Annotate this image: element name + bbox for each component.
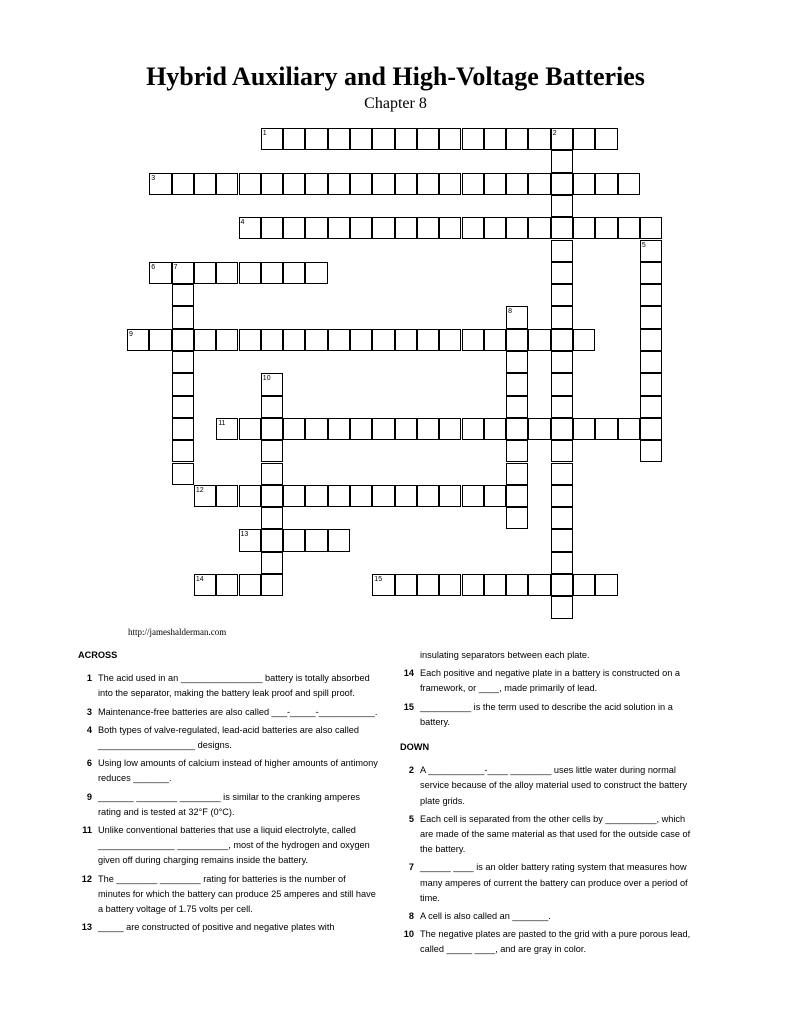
clue-text: The negative plates are pasted to the grid with a pure porous lead, called _____ ____, and are gray in color.: [420, 929, 691, 955]
clue-text: Using low amounts of calcium instead of higher amounts of antimony reduces _______.: [98, 758, 378, 784]
grid-cell[interactable]: [239, 418, 261, 440]
grid-cell[interactable]: [417, 485, 439, 507]
grid-cell[interactable]: [194, 329, 216, 351]
grid-cell[interactable]: [172, 418, 194, 440]
clue-item: [400, 927, 700, 957]
grid-cell[interactable]: [395, 574, 417, 596]
grid-cell[interactable]: [551, 373, 573, 395]
grid-cell[interactable]: [283, 485, 305, 507]
clue-number: 14: [403, 668, 414, 679]
clue-item: [400, 700, 700, 730]
grid-cell[interactable]: [439, 173, 461, 195]
grid-cell[interactable]: [484, 418, 506, 440]
across-clue-list-continued: [400, 666, 700, 730]
grid-cell[interactable]: [551, 217, 573, 239]
clue-item: [78, 705, 378, 720]
grid-cell[interactable]: [261, 440, 283, 462]
clue-item: [78, 872, 378, 918]
grid-cell[interactable]: [372, 128, 394, 150]
grid-cell[interactable]: [328, 485, 350, 507]
grid-cell[interactable]: [261, 173, 283, 195]
grid-cell[interactable]: [551, 150, 573, 172]
grid-cell[interactable]: [395, 485, 417, 507]
clue-text: Maintenance-free batteries are also called ___-_____-___________.: [98, 706, 378, 717]
grid-cell-number: 1: [262, 130, 267, 137]
grid-cell[interactable]: [261, 262, 283, 284]
grid-cell[interactable]: [439, 217, 461, 239]
grid-cell[interactable]: [462, 128, 484, 150]
clue-text: A ___________-____ ________ uses little water during normal service because of the alloy material used to construct the battery plate grids.: [420, 765, 688, 806]
clue-number: 2: [408, 765, 414, 776]
grid-cell[interactable]: [573, 173, 595, 195]
grid-cell[interactable]: [528, 329, 550, 351]
grid-cell[interactable]: [305, 217, 327, 239]
grid-cell[interactable]: [283, 217, 305, 239]
across-clue-continued: insulating separators between each plate.: [420, 650, 590, 660]
down-clue-list: [400, 763, 700, 957]
page-title: Hybrid Auxiliary and High-Voltage Batteries: [146, 62, 645, 91]
grid-cell[interactable]: [283, 128, 305, 150]
grid-cell[interactable]: [172, 463, 194, 485]
grid-cell[interactable]: [417, 173, 439, 195]
grid-cell[interactable]: [640, 373, 662, 395]
grid-cell[interactable]: [573, 574, 595, 596]
grid-cell[interactable]: [551, 195, 573, 217]
grid-cell[interactable]: [462, 173, 484, 195]
grid-cell[interactable]: [261, 396, 283, 418]
clue-number: 11: [82, 825, 92, 836]
grid-cell[interactable]: [417, 128, 439, 150]
grid-cell[interactable]: [261, 529, 283, 551]
clue-text: __________ is the term used to describe the acid solution in a battery.: [420, 701, 673, 727]
grid-cell[interactable]: [350, 217, 372, 239]
grid-cell[interactable]: [640, 306, 662, 328]
clue-number: 6: [86, 758, 92, 769]
grid-cell[interactable]: [618, 418, 640, 440]
grid-cell[interactable]: [328, 529, 350, 551]
grid-cell[interactable]: [551, 552, 573, 574]
clue-item: [78, 790, 378, 820]
grid-cell[interactable]: [506, 351, 528, 373]
grid-cell[interactable]: [172, 396, 194, 418]
grid-cell-number: 7: [173, 263, 178, 271]
grid-cell[interactable]: [372, 485, 394, 507]
grid-cell-number: 8: [508, 308, 512, 316]
grid-cell[interactable]: [439, 485, 461, 507]
grid-cell-number: 9: [129, 330, 133, 338]
grid-cell[interactable]: [551, 306, 573, 328]
grid-cell-number: 13: [240, 531, 249, 539]
grid-cell[interactable]: [305, 329, 327, 351]
grid-cell[interactable]: [462, 485, 484, 507]
grid-cell[interactable]: [328, 418, 350, 440]
clue-text: The acid used in an ________________ battery is totally absorbed into the separator, making the battery leak proof and spill proof.: [98, 673, 370, 699]
grid-cell[interactable]: [328, 128, 350, 150]
grid-cell[interactable]: [573, 329, 595, 351]
grid-cell[interactable]: [216, 173, 238, 195]
grid-cell[interactable]: [283, 529, 305, 551]
grid-cell[interactable]: [149, 329, 171, 351]
grid-cell[interactable]: [551, 440, 573, 462]
grid-cell[interactable]: [595, 217, 617, 239]
clue-number: 12: [81, 873, 92, 884]
across-clue-list: [78, 671, 378, 935]
grid-cell[interactable]: [305, 173, 327, 195]
grid-cell[interactable]: [528, 128, 550, 150]
grid-cell[interactable]: [484, 485, 506, 507]
across-heading: ACROSS: [78, 650, 118, 660]
clue-text: _____ are constructed of positive and negative plates with: [98, 922, 335, 933]
clue-number: 4: [86, 724, 92, 735]
clue-number: 10: [403, 929, 414, 940]
grid-cell-number: 5: [641, 241, 646, 249]
grid-cell[interactable]: [305, 418, 327, 440]
grid-cell[interactable]: [172, 329, 194, 351]
grid-cell-number: 6: [151, 263, 156, 271]
grid-cell-number: 4: [240, 219, 245, 227]
grid-cell[interactable]: [462, 574, 484, 596]
grid-cell[interactable]: [462, 217, 484, 239]
grid-cell[interactable]: [551, 173, 573, 195]
grid-cell[interactable]: [350, 485, 372, 507]
grid-cell[interactable]: [484, 128, 506, 150]
grid-cell[interactable]: [640, 351, 662, 373]
grid-cell[interactable]: [506, 396, 528, 418]
grid-cell[interactable]: [305, 128, 327, 150]
clue-item: [400, 860, 700, 906]
clue-item: [400, 763, 700, 809]
grid-cell[interactable]: [573, 217, 595, 239]
grid-cell[interactable]: [261, 552, 283, 574]
grid-cell[interactable]: [417, 329, 439, 351]
clue-column-left: [78, 648, 378, 938]
grid-cell[interactable]: [551, 240, 573, 262]
grid-cell-number: 15: [374, 576, 383, 583]
clue-column-right: [400, 648, 700, 961]
grid-cell[interactable]: [640, 217, 662, 239]
grid-cell[interactable]: [551, 262, 573, 284]
grid-cell[interactable]: [506, 574, 528, 596]
clue-text: ______ ____ is an older battery rating system that measures how many amperes of current the battery can produce over a period of time.: [420, 862, 688, 903]
grid-cell[interactable]: [283, 418, 305, 440]
grid-cell[interactable]: [462, 329, 484, 351]
grid-cell[interactable]: [551, 418, 573, 440]
grid-cell-number: 3: [151, 174, 156, 182]
grid-cell[interactable]: [172, 440, 194, 462]
clue-number: 8: [408, 911, 414, 922]
grid-cell[interactable]: [484, 574, 506, 596]
clue-item: [78, 723, 378, 753]
grid-cell[interactable]: [551, 329, 573, 351]
clue-number: 1: [86, 673, 92, 684]
grid-cell[interactable]: [328, 217, 350, 239]
grid-cell[interactable]: [506, 507, 528, 529]
grid-cell-number: 12: [195, 486, 204, 494]
grid-cell[interactable]: [551, 396, 573, 418]
grid-cell[interactable]: [305, 529, 327, 551]
clue-text: Each cell is separated from the other cells by __________, which are made of the same material as that used for the outside case of the battery.: [420, 813, 691, 855]
clue-item: [400, 909, 700, 924]
grid-cell[interactable]: [372, 217, 394, 239]
grid-cell[interactable]: [350, 173, 372, 195]
grid-cell[interactable]: [528, 574, 550, 596]
grid-cell[interactable]: [283, 329, 305, 351]
grid-cell[interactable]: [506, 463, 528, 485]
grid-cell[interactable]: [506, 173, 528, 195]
grid-cell[interactable]: [417, 574, 439, 596]
grid-cell-number: 2: [552, 130, 557, 137]
grid-cell[interactable]: [551, 351, 573, 373]
grid-cell[interactable]: [350, 329, 372, 351]
grid-cell[interactable]: [439, 418, 461, 440]
grid-cell[interactable]: [283, 173, 305, 195]
clue-number: 15: [403, 701, 414, 712]
grid-cell[interactable]: [261, 485, 283, 507]
grid-cell[interactable]: [551, 529, 573, 551]
clue-number: 13: [81, 922, 92, 933]
grid-cell[interactable]: [395, 173, 417, 195]
grid-cell[interactable]: [439, 128, 461, 150]
grid-cell[interactable]: [350, 128, 372, 150]
grid-cell[interactable]: [328, 329, 350, 351]
grid-cell[interactable]: [350, 418, 372, 440]
grid-cell[interactable]: [261, 463, 283, 485]
grid-cell[interactable]: [551, 507, 573, 529]
grid-cell[interactable]: [283, 262, 305, 284]
grid-cell[interactable]: [417, 418, 439, 440]
grid-cell[interactable]: [528, 217, 550, 239]
grid-cell[interactable]: [506, 485, 528, 507]
clue-item: [78, 823, 378, 869]
grid-cell[interactable]: [618, 217, 640, 239]
grid-cell[interactable]: [551, 284, 573, 306]
grid-cell[interactable]: [506, 128, 528, 150]
grid-cell[interactable]: [172, 351, 194, 373]
clue-item: [400, 666, 700, 696]
grid-cell-number: 11: [218, 419, 226, 427]
grid-cell[interactable]: [417, 217, 439, 239]
grid-cell[interactable]: [261, 574, 283, 596]
clue-number: 9: [86, 791, 92, 802]
grid-cell-number: 14: [195, 576, 204, 583]
grid-cell[interactable]: [372, 418, 394, 440]
grid-cell[interactable]: [305, 262, 327, 284]
clue-number: 5: [408, 813, 414, 824]
grid-cell[interactable]: [595, 128, 617, 150]
grid-cell[interactable]: [640, 262, 662, 284]
grid-cell[interactable]: [395, 128, 417, 150]
grid-cell[interactable]: [172, 284, 194, 306]
down-heading: DOWN: [400, 742, 430, 753]
grid-cell[interactable]: [551, 485, 573, 507]
grid-cell[interactable]: [172, 373, 194, 395]
grid-cell[interactable]: [261, 507, 283, 529]
grid-cell[interactable]: [305, 485, 327, 507]
clue-item: [78, 671, 378, 701]
grid-cell[interactable]: [484, 329, 506, 351]
grid-cell[interactable]: [484, 173, 506, 195]
grid-cell[interactable]: [261, 418, 283, 440]
grid-cell[interactable]: [506, 217, 528, 239]
grid-cell[interactable]: [172, 306, 194, 328]
grid-cell[interactable]: [618, 173, 640, 195]
grid-cell[interactable]: [328, 173, 350, 195]
grid-cell[interactable]: [239, 173, 261, 195]
grid-cell[interactable]: [506, 440, 528, 462]
grid-cell[interactable]: [640, 440, 662, 462]
source-url: http://jameshalderman.com: [128, 627, 227, 637]
grid-cell[interactable]: [395, 217, 417, 239]
grid-cell[interactable]: [372, 329, 394, 351]
clue-item: [78, 756, 378, 786]
clue-text: Both types of valve-regulated, lead-acid batteries are also called ___________________ designs.: [98, 724, 359, 751]
clue-text: _______ ________ ________ is similar to the cranking amperes rating and is tested at 32°F (0°C).: [98, 791, 361, 817]
grid-cell[interactable]: [595, 173, 617, 195]
grid-cell[interactable]: [439, 574, 461, 596]
grid-cell[interactable]: [506, 329, 528, 351]
clue-text: Unlike conventional batteries that use a liquid electrolyte, called _______________ __________, most of the hydrogen and oxygen given off during charging remains inside the battery.: [98, 825, 370, 866]
grid-cell[interactable]: [640, 284, 662, 306]
clue-text: A cell is also called an _______.: [420, 911, 551, 922]
grid-cell[interactable]: [640, 329, 662, 351]
clue-text: Each positive and negative plate in a battery is constructed on a framework, or ____, made primarily of lead.: [420, 668, 680, 694]
clue-text: The ________ ________ rating for batteries is the number of minutes for which the battery can produce 25 amperes and still have a battery voltage of 1.75 volts per cell.: [98, 873, 376, 915]
grid-cell[interactable]: [595, 418, 617, 440]
grid-cell[interactable]: [506, 418, 528, 440]
grid-cell[interactable]: [551, 463, 573, 485]
grid-cell[interactable]: [528, 418, 550, 440]
grid-cell[interactable]: [640, 418, 662, 440]
page-subtitle: Chapter 8: [364, 95, 427, 112]
grid-cell[interactable]: [239, 574, 261, 596]
grid-cell[interactable]: [216, 262, 238, 284]
grid-cell[interactable]: [462, 418, 484, 440]
grid-cell[interactable]: [528, 173, 550, 195]
grid-cell[interactable]: [194, 173, 216, 195]
clue-number: 7: [408, 862, 414, 873]
grid-cell[interactable]: [484, 217, 506, 239]
grid-cell[interactable]: [216, 574, 238, 596]
grid-cell[interactable]: [395, 418, 417, 440]
grid-cell[interactable]: [194, 262, 216, 284]
grid-cell[interactable]: [261, 217, 283, 239]
clue-item: [78, 920, 378, 935]
grid-cell-number: 10: [262, 375, 271, 383]
grid-cell[interactable]: [239, 329, 261, 351]
grid-cell[interactable]: [640, 396, 662, 418]
grid-cell[interactable]: [239, 485, 261, 507]
grid-cell[interactable]: [551, 596, 573, 618]
clue-item: [400, 812, 700, 858]
grid-cell[interactable]: [551, 574, 573, 596]
grid-cell[interactable]: [172, 173, 194, 195]
grid-cell[interactable]: [372, 173, 394, 195]
grid-cell[interactable]: [216, 485, 238, 507]
grid-cell[interactable]: [216, 329, 238, 351]
clue-number: 3: [86, 706, 92, 717]
grid-cell[interactable]: [239, 262, 261, 284]
grid-cell[interactable]: [439, 329, 461, 351]
grid-cell[interactable]: [573, 128, 595, 150]
grid-cell[interactable]: [595, 574, 617, 596]
grid-cell[interactable]: [506, 373, 528, 395]
grid-cell[interactable]: [395, 329, 417, 351]
grid-cell[interactable]: [573, 418, 595, 440]
grid-cell[interactable]: [261, 329, 283, 351]
